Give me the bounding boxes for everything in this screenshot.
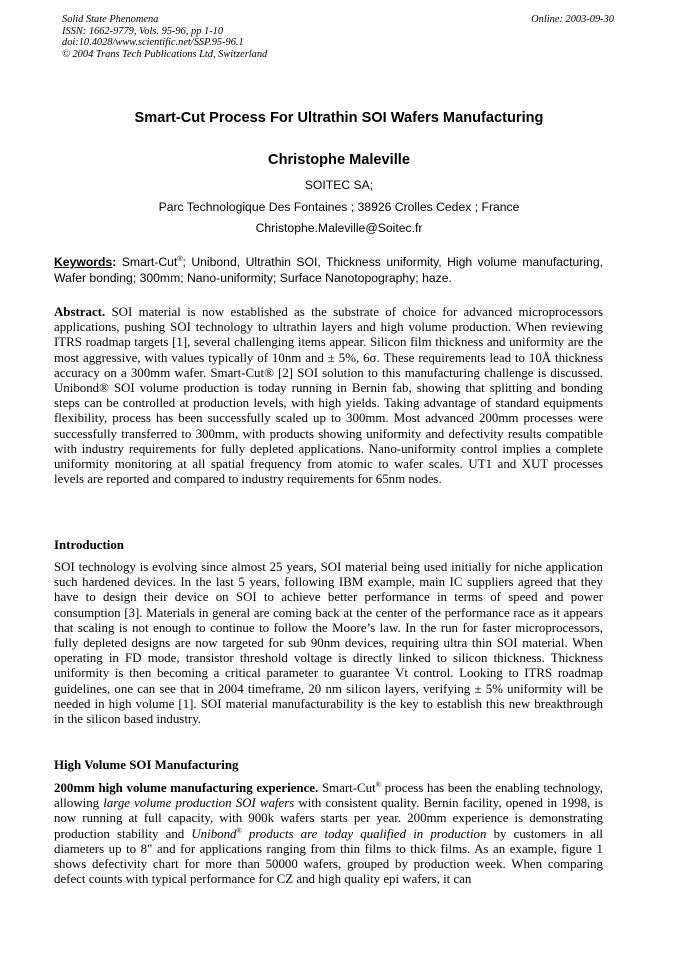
introduction-paragraph: SOI technology is evolving since almost 25 years, SOI material being used initially for niche application such hardened devices. In the last 5 years, following IBM example, main IC suppliers agreed that they have to design their device on SOI to achieve better performance in terms of speed and power consumption [3]. Materials in general are coming back at the center of the performance race as it appears that scaling is not enough to continue to follow the Moore’s law. In the run for faster microprocessors, fully depleted designs are now targeted for sub 90nm devices, requiring ultra thin SOI material. When operating in FD mode, transistor threshold voltage is directly linked to silicon thickness. Thickness uniformity is then becoming a critical parameter to guarantee Vt control. Looking to ITRS roadmap guidelines, one can see that in 2004 timeframe, 20 nm silicon layers, verifying ± 5% uniformity will be needed in high volume [1]. SOI material manufacturability is the key to establish this new breakthrough in the silicon based industry. xyxy=(54,560,603,727)
high-volume-paragraph xyxy=(54,781,603,887)
abstract-label: Abstract. xyxy=(54,305,106,319)
doi-line: doi:10.4028/www.scientific.net/SSP.95-96.1 xyxy=(62,37,244,49)
author-address: Parc Technologique Des Fontaines ; 38926 Crolles Cedex ; France xyxy=(158,200,520,214)
copyright-line: © 2004 Trans Tech Publications Ltd, Switzerland xyxy=(62,49,268,61)
hv-text-4: by customers in all diameters up to 8" and for applications ranging from thin films to thick films. As an example, figure 1 shows defectivity chart for more than 50000 wafers, grouped by production week. When comparing defect counts with typical performance for CZ and high quality epi wafers, it can xyxy=(54,826,603,887)
issn-line: ISSN: 1662-9779, Vols. 95-96, pp 1-10 xyxy=(62,25,224,37)
keywords-paragraph xyxy=(54,255,603,286)
keyword-smart-cut: Smart-Cut xyxy=(121,255,178,269)
keywords-rest: ; Unibond, Ultrathin SOI, Thickness uniformity, High volume manufacturing, Wafer bonding; 300mm; Nano-uniformity; Surface Nanotopography; haze. xyxy=(54,255,603,285)
author-email[interactable]: Christophe.Maleville@Soitec.fr xyxy=(255,221,423,235)
keywords-label: Keywords xyxy=(54,255,113,269)
abstract-text: SOI material is now established as the substrate of choice for advanced microprocessors applications, pushing SOI technology to ultrathin layers and high volume production. When reviewing ITRS roadmap targets [1], several challenging items appear. Silicon film thickness and uniformity are the most aggressive, with values typically of 10nm and ± 5%, 6σ. These requirements lead to 10Å thickness accuracy on a 300mm wafer. Smart-Cut® [2] SOI solution to this manufacturing challenge is discussed. Unibond® SOI volume production is today running in Bernin fab, showing that splitting and bonding steps can be controlled at production levels, with high yields. Taking advantage of standard equipments flexibility, process has been successfully scaled up to 300mm. Most advanced 200mm processes were successfully transferred to 300mm, with products showing uniformity and defectivity results compatible with industry requirements for fully depleted applications. Nano-uniformity control implies a complete uniformity monitoring at all spatial frequency from atomic to wafer scales. UT1 and XUT processes levels are reported and compared to industry requirements for 65nm nodes. xyxy=(54,305,603,487)
hv-emphasis-1: large volume production SOI wafers xyxy=(103,796,295,811)
author-name: Christophe Maleville xyxy=(268,152,410,168)
paper-title: Smart-Cut Process For Ultrathin SOI Wafers Manufacturing xyxy=(134,110,544,126)
keywords-colon: : xyxy=(112,255,117,269)
online-date: Online: 2003-09-30 xyxy=(531,14,614,25)
registered-mark: ® xyxy=(177,256,183,263)
high-volume-lead: 200mm high volume manufacturing experience. xyxy=(54,781,319,795)
hv-emphasis-unibond: Unibond xyxy=(191,826,237,841)
hv-text-1: Smart-Cut xyxy=(318,781,376,795)
registered-mark: ® xyxy=(375,781,381,789)
author-affiliation: SOITEC SA; xyxy=(304,178,374,192)
high-volume-heading: High Volume SOI Manufacturing xyxy=(54,758,239,772)
registered-mark: ® xyxy=(236,826,242,835)
journal-name: Solid State Phenomena xyxy=(62,14,159,25)
page-header xyxy=(62,14,614,61)
hv-text-3: with consistent quality. Bernin facility, opened in 1998, is now running at full capacity, with 900k wafers starts per year. 200mm experience is demonstrating production stability and xyxy=(54,796,603,841)
hv-text-2: process has been the enabling technology, allowing xyxy=(54,781,604,811)
introduction-heading: Introduction xyxy=(54,538,124,552)
hv-emphasis-2: products are today qualified in production xyxy=(241,826,487,841)
abstract-paragraph xyxy=(54,305,603,487)
